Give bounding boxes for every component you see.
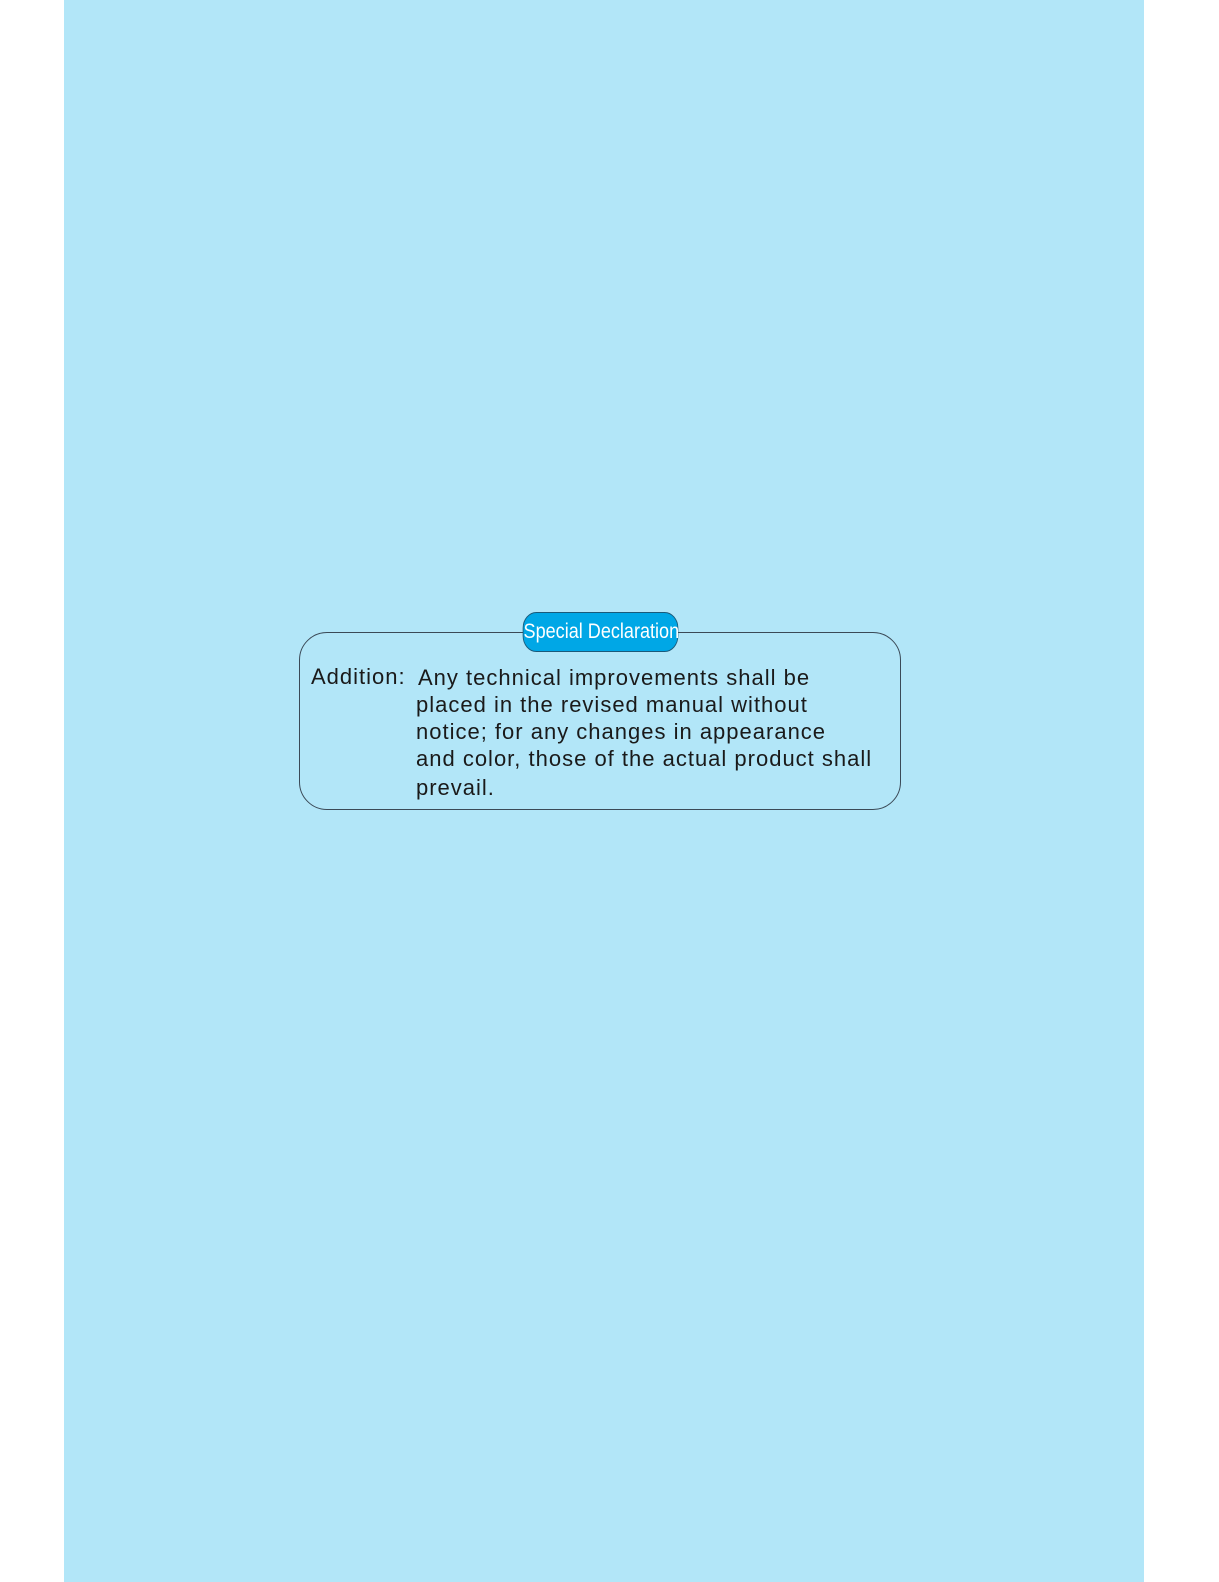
declaration-line: notice; for any changes in appearance [416,719,827,744]
declaration-text [416,664,902,801]
addition-label: Addition: [311,664,406,689]
declaration-line: prevail. [416,775,495,800]
declaration-line: placed in the revised manual without [416,692,808,717]
special-declaration-title: Special Declaration [523,612,679,652]
declaration-line: and color, those of the actual product shall [416,746,873,771]
declaration-line: Any technical improvements shall be [418,665,811,690]
